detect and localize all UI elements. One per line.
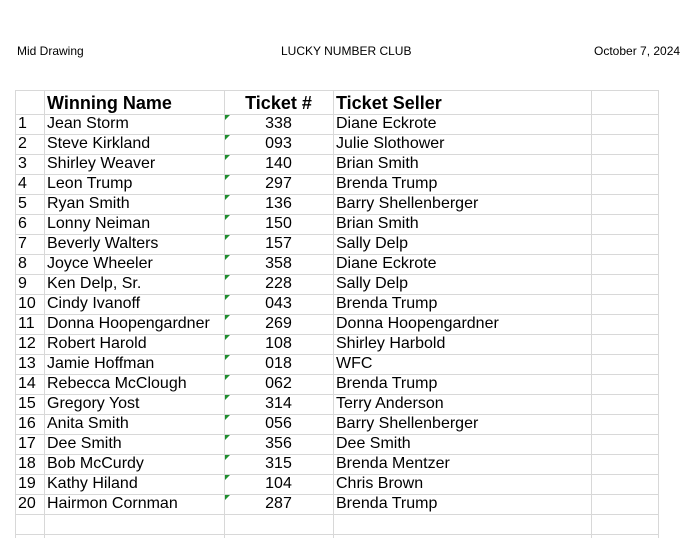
ticket-number-cell: 018 (265, 355, 292, 372)
row-number: 17 (18, 435, 36, 452)
table-row (15, 234, 659, 254)
row-number: 3 (18, 155, 27, 172)
winning-name-cell: Kathy Hiland (47, 475, 138, 492)
ticket-seller-cell: Diane Eckrote (336, 255, 437, 272)
ticket-seller-cell: Diane Eckrote (336, 115, 437, 132)
table-row (15, 474, 659, 494)
error-indicator-icon (225, 215, 230, 220)
column-header-ticket: Ticket # (245, 93, 312, 113)
ticket-number-cell: 157 (265, 235, 292, 252)
ticket-number-cell: 093 (265, 135, 292, 152)
ticket-seller-cell: Sally Delp (336, 235, 409, 252)
table-row (15, 274, 659, 294)
row-number: 20 (18, 495, 36, 512)
row-number: 14 (18, 375, 36, 392)
error-indicator-icon (225, 475, 230, 480)
row-number: 4 (18, 175, 27, 192)
ticket-number-cell: 358 (265, 255, 292, 272)
ticket-seller-cell: Chris Brown (336, 475, 424, 492)
winning-name-cell: Anita Smith (47, 415, 129, 432)
ticket-number-cell: 108 (265, 335, 292, 352)
table-row (15, 434, 659, 454)
ticket-seller-cell: Brenda Trump (336, 375, 438, 392)
winning-name-cell: Donna Hoopengardner (47, 315, 210, 332)
ticket-number-cell: 140 (265, 155, 292, 172)
winning-name-cell: Beverly Walters (47, 235, 159, 252)
ticket-number-cell: 136 (265, 195, 292, 212)
table-row (15, 114, 659, 134)
ticket-number-cell: 269 (265, 315, 292, 332)
ticket-seller-cell: Sally Delp (336, 275, 409, 292)
winning-name-cell: Jean Storm (47, 115, 129, 132)
ticket-seller-cell: Dee Smith (336, 435, 411, 452)
table-row (15, 454, 659, 474)
error-indicator-icon (225, 115, 230, 120)
table-row (15, 394, 659, 414)
table-row (15, 354, 659, 374)
winning-name-cell: Shirley Weaver (47, 155, 156, 172)
error-indicator-icon (225, 435, 230, 440)
winning-name-cell: Ryan Smith (47, 195, 130, 212)
page-header-date: October 7, 2024 (594, 44, 681, 58)
ticket-seller-cell: Brenda Trump (336, 295, 438, 312)
ticket-seller-cell: Donna Hoopengardner (336, 315, 499, 332)
table-row (15, 134, 659, 154)
winning-name-cell: Rebecca McClough (47, 375, 187, 392)
row-number: 2 (18, 135, 27, 152)
ticket-seller-cell: WFC (336, 355, 373, 372)
table-row (15, 154, 659, 174)
table-row (15, 494, 659, 514)
error-indicator-icon (225, 255, 230, 260)
ticket-seller-cell: Brian Smith (336, 215, 419, 232)
ticket-seller-cell: Brenda Mentzer (336, 455, 450, 472)
row-number: 13 (18, 355, 36, 372)
table-row (15, 214, 659, 234)
error-indicator-icon (225, 495, 230, 500)
ticket-seller-cell: Brenda Trump (336, 495, 438, 512)
row-number: 9 (18, 275, 27, 292)
error-indicator-icon (225, 355, 230, 360)
error-indicator-icon (225, 295, 230, 300)
gridline (15, 514, 659, 515)
ticket-number-cell: 315 (265, 455, 292, 472)
ticket-seller-cell: Terry Anderson (336, 395, 444, 412)
error-indicator-icon (225, 275, 230, 280)
error-indicator-icon (225, 335, 230, 340)
error-indicator-icon (225, 175, 230, 180)
table-row (15, 194, 659, 214)
winners-table (15, 90, 659, 538)
column-header-ticket-seller: Ticket Seller (336, 93, 442, 113)
row-number: 11 (18, 315, 35, 332)
error-indicator-icon (225, 455, 230, 460)
error-indicator-icon (225, 135, 230, 140)
ticket-number-cell: 150 (265, 215, 292, 232)
ticket-seller-cell: Julie Slothower (336, 135, 445, 152)
table-row (15, 294, 659, 314)
winning-name-cell: Cindy Ivanoff (47, 295, 141, 312)
table-row (15, 334, 659, 354)
row-number: 6 (18, 215, 27, 232)
ticket-number-cell: 056 (265, 415, 292, 432)
table-row (15, 374, 659, 394)
winning-name-cell: Jamie Hoffman (47, 355, 155, 372)
ticket-number-cell: 314 (265, 395, 292, 412)
ticket-number-cell: 287 (265, 495, 292, 512)
winning-name-cell: Gregory Yost (47, 395, 140, 412)
row-number: 16 (18, 415, 36, 432)
error-indicator-icon (225, 155, 230, 160)
row-number: 15 (18, 395, 36, 412)
ticket-seller-cell: Brenda Trump (336, 175, 438, 192)
ticket-number-cell: 338 (265, 115, 292, 132)
gridline (15, 534, 659, 535)
row-number: 5 (18, 195, 27, 212)
winning-name-cell: Dee Smith (47, 435, 122, 452)
winning-name-cell: Robert Harold (47, 335, 147, 352)
ticket-seller-cell: Barry Shellenberger (336, 415, 479, 432)
page-header-title: LUCKY NUMBER CLUB (281, 44, 412, 58)
winning-name-cell: Joyce Wheeler (47, 255, 153, 272)
row-number: 1 (18, 115, 27, 132)
row-number: 10 (18, 295, 36, 312)
table-row (15, 174, 659, 194)
gridline (15, 90, 659, 91)
ticket-number-cell: 356 (265, 435, 292, 452)
row-number: 8 (18, 255, 27, 272)
ticket-seller-cell: Shirley Harbold (336, 335, 446, 352)
ticket-number-cell: 228 (265, 275, 292, 292)
error-indicator-icon (225, 195, 230, 200)
error-indicator-icon (225, 235, 230, 240)
winning-name-cell: Lonny Neiman (47, 215, 151, 232)
ticket-number-cell: 043 (265, 295, 292, 312)
error-indicator-icon (225, 395, 230, 400)
winning-name-cell: Bob McCurdy (47, 455, 144, 472)
winning-name-cell: Steve Kirkland (47, 135, 151, 152)
ticket-seller-cell: Brian Smith (336, 155, 419, 172)
row-number: 7 (18, 235, 27, 252)
row-number: 12 (18, 335, 36, 352)
ticket-number-cell: 062 (265, 375, 292, 392)
table-row (15, 254, 659, 274)
error-indicator-icon (225, 315, 230, 320)
error-indicator-icon (225, 415, 230, 420)
table-row (15, 414, 659, 434)
table-header-row (15, 90, 659, 114)
ticket-seller-cell: Barry Shellenberger (336, 195, 479, 212)
table-row (15, 314, 659, 334)
page-header-left: Mid Drawing (17, 44, 84, 58)
winning-name-cell: Ken Delp, Sr. (47, 275, 142, 292)
winning-name-cell: Leon Trump (47, 175, 133, 192)
row-number: 18 (18, 455, 36, 472)
ticket-number-cell: 297 (265, 175, 292, 192)
column-header-winning-name: Winning Name (47, 93, 172, 113)
ticket-number-cell: 104 (265, 475, 292, 492)
row-number: 19 (18, 475, 36, 492)
error-indicator-icon (225, 375, 230, 380)
winning-name-cell: Hairmon Cornman (47, 495, 178, 512)
